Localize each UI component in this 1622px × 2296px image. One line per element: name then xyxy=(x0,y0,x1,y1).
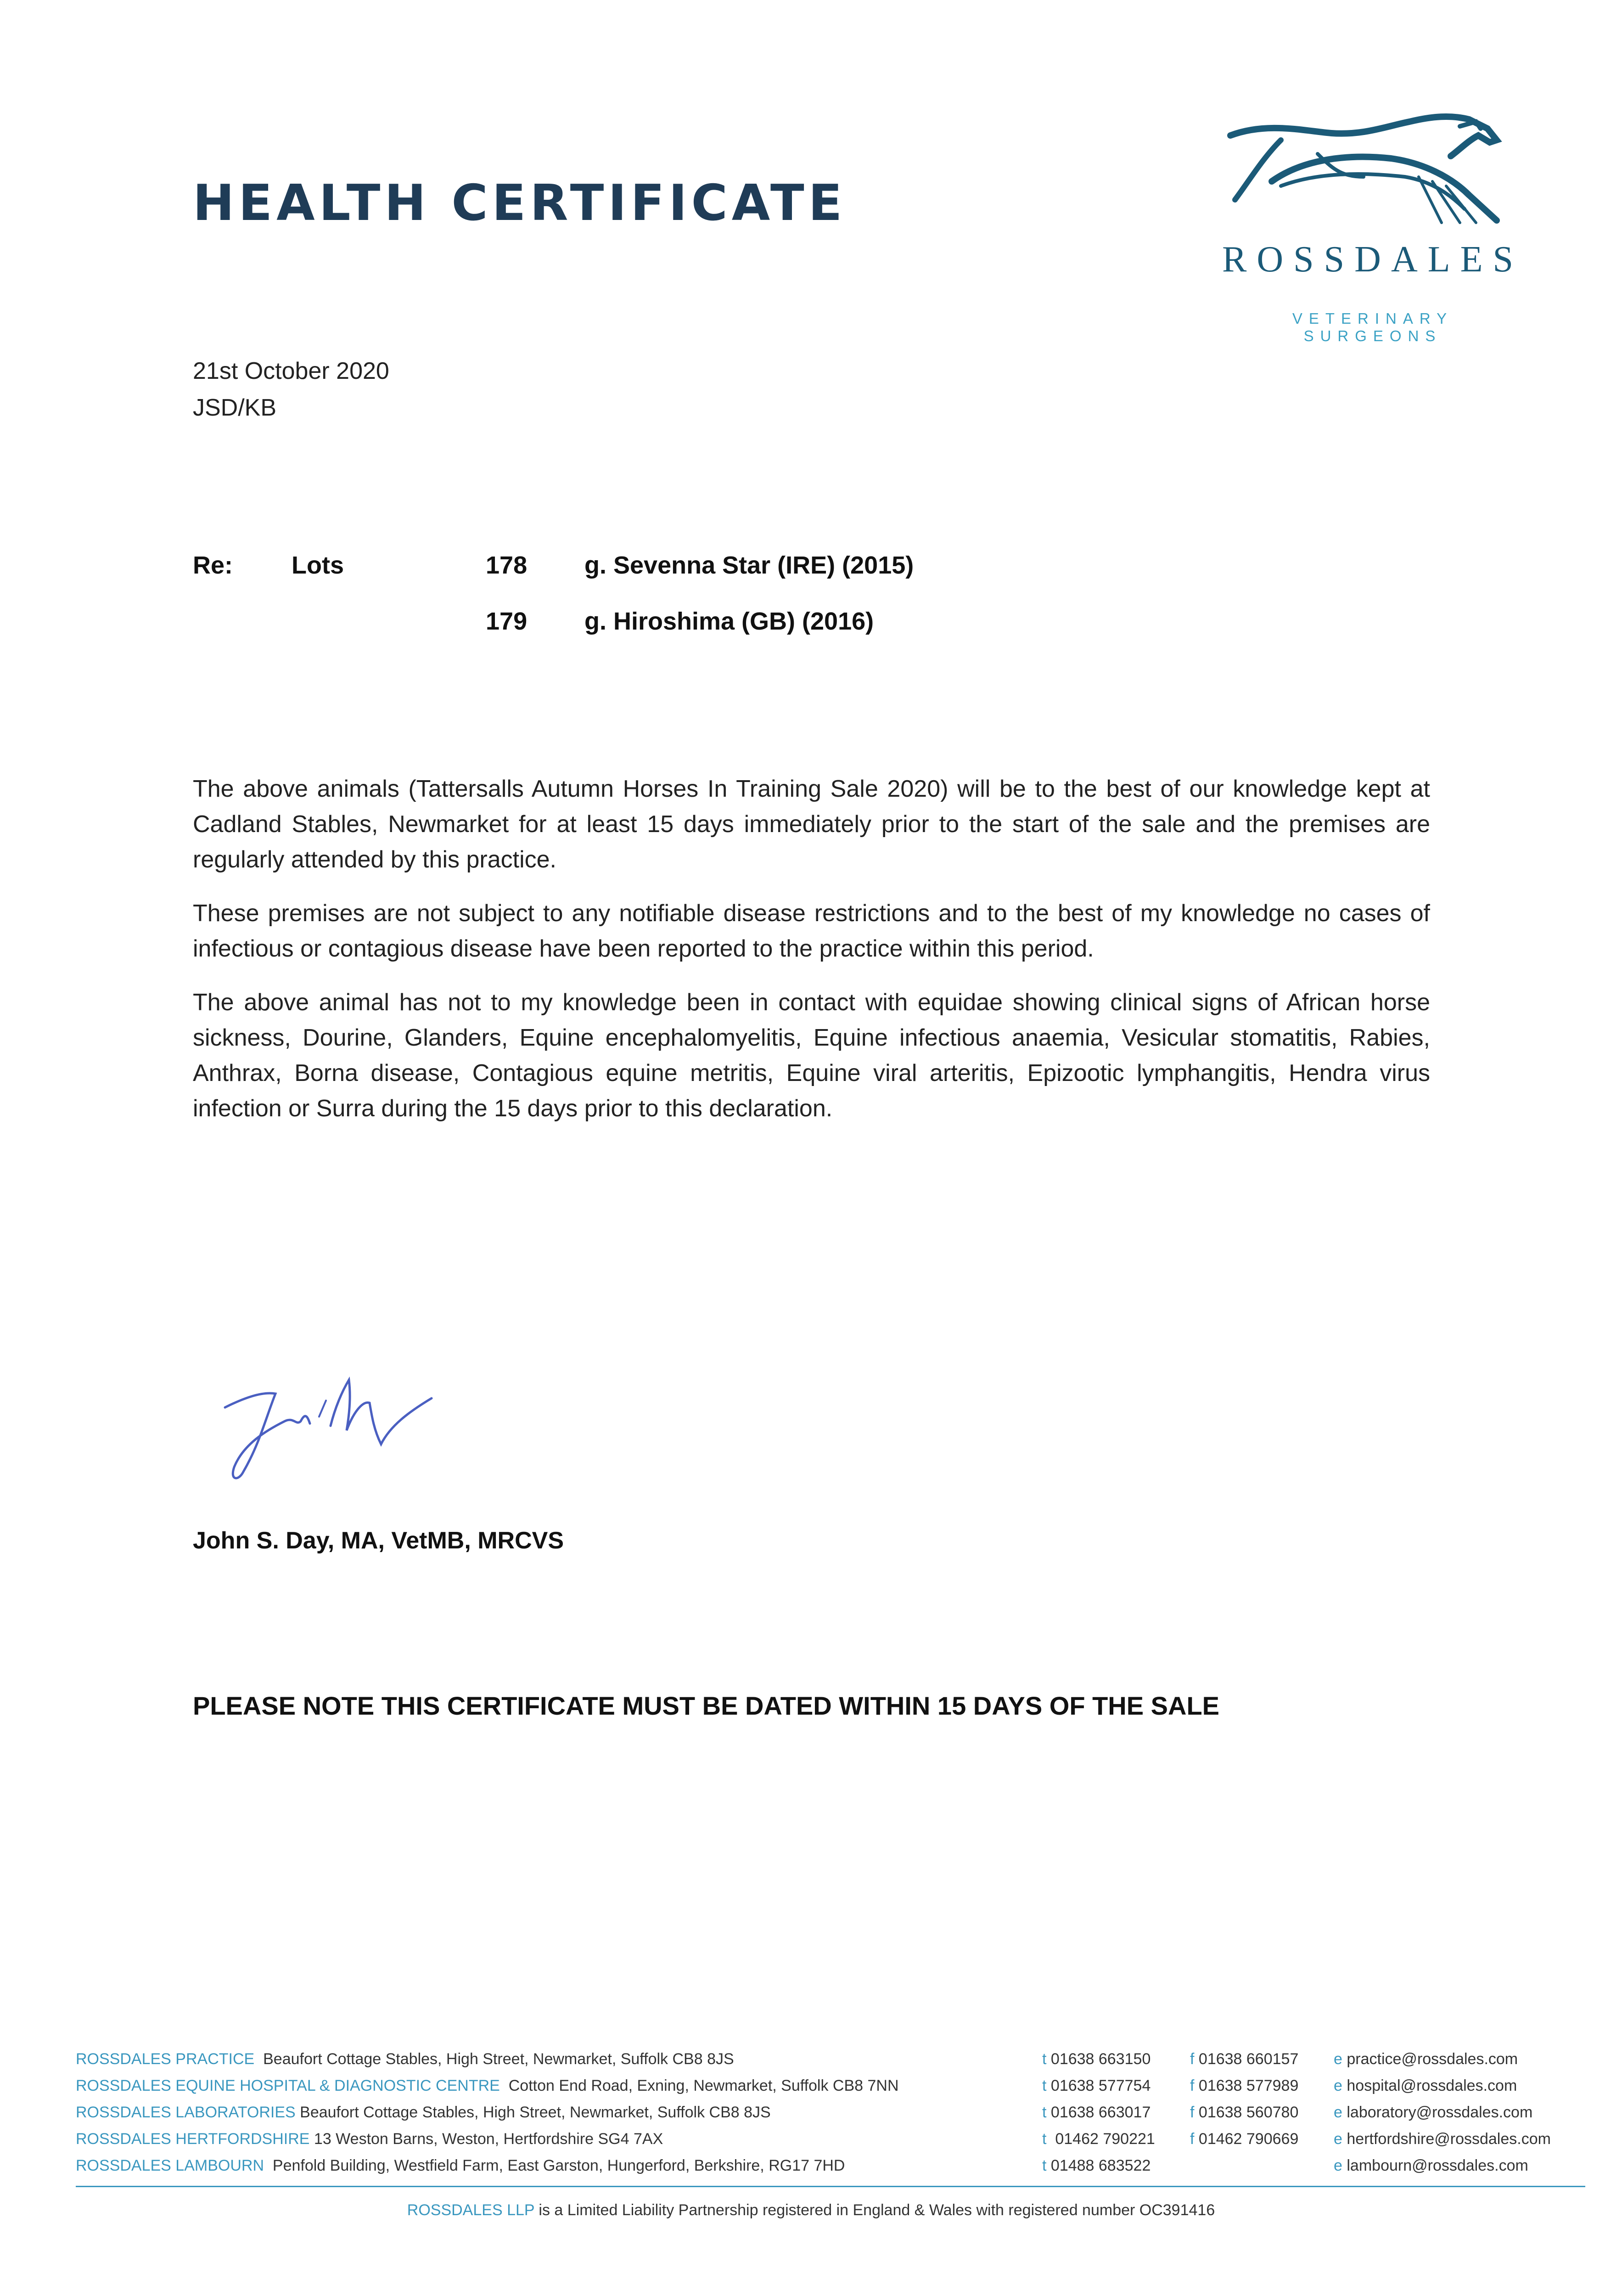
document-title: HEALTH CERTIFICATE xyxy=(193,174,847,232)
office-name: ROSSDALES EQUINE HOSPITAL & DIAGNOSTIC CENTRE xyxy=(76,2077,500,2094)
lot-horse: g. Hiroshima (GB) (2016) xyxy=(584,608,874,635)
office-telephone: t 01638 577754 xyxy=(1042,2077,1151,2094)
office-fax: f 01638 577989 xyxy=(1190,2077,1299,2094)
office-telephone: t 01638 663017 xyxy=(1042,2104,1151,2121)
signatory-name: John S. Day, MA, VetMB, MRCVS xyxy=(193,1527,564,1554)
office-telephone: t 01638 663150 xyxy=(1042,2050,1151,2068)
horse-logo-icon xyxy=(1212,108,1524,236)
office-telephone: t 01462 790221 xyxy=(1042,2130,1155,2148)
office-row xyxy=(76,2077,899,2095)
logo-name: ROSSDALES xyxy=(1222,239,1523,280)
office-fax: f 01638 660157 xyxy=(1190,2050,1299,2068)
office-address: Beaufort Cottage Stables, High Street, Newmarket, Suffolk CB8 8JS xyxy=(263,2050,734,2068)
logo-subtitle: VETERINARY SURGEONS xyxy=(1292,310,1454,344)
office-row xyxy=(76,2157,845,2175)
office-address: Penfold Building, Westfield Farm, East Garston, Hungerford, Berkshire, RG17 7HD xyxy=(272,2157,845,2174)
lots-label: Lots xyxy=(292,551,344,579)
office-address: Cotton End Road, Exning, Newmarket, Suffolk CB8 7NN xyxy=(508,2077,899,2094)
office-row xyxy=(76,2130,663,2148)
lot-horse: g. Sevenna Star (IRE) (2015) xyxy=(584,551,914,579)
office-fax: f 01462 790669 xyxy=(1190,2130,1299,2148)
footer-divider xyxy=(76,2186,1585,2187)
dating-notice: PLEASE NOTE THIS CERTIFICATE MUST BE DATED WITHIN 15 DAYS OF THE SALE xyxy=(193,1691,1220,1720)
rossdales-logo xyxy=(1212,108,1524,344)
body-paragraph: The above animal has not to my knowledge been in contact with equidae showing clinical signs of African horse sickness, Dourine, Glanders, Equine encephalomyelitis, Equine infectious anaemia, Vesicular stomatitis, Rabies, Anthrax, Borna disease, Contagious equine metritis, Equine viral arteritis, Epizootic lymphangitis, Hendra virus infection or Surra during the 15 days prior to this declaration. xyxy=(193,989,1430,1122)
body-paragraph: These premises are not subject to any notifiable disease restrictions and to the best of my knowledge no cases of infectious or contagious disease have been reported to the practice within this period. xyxy=(193,900,1430,962)
office-email[interactable]: e practice@rossdales.com xyxy=(1334,2050,1518,2068)
letter-meta xyxy=(193,353,389,426)
office-email[interactable]: e hertfordshire@rossdales.com xyxy=(1334,2130,1551,2148)
footer-legal xyxy=(0,2201,1622,2219)
legal-entity-name: ROSSDALES LLP xyxy=(407,2201,534,2219)
office-email[interactable]: e laboratory@rossdales.com xyxy=(1334,2104,1533,2121)
office-email[interactable]: e lambourn@rossdales.com xyxy=(1334,2157,1528,2174)
legal-text: is a Limited Liability Partnership registered in England & Wales with registered number OC391416 xyxy=(539,2201,1215,2219)
office-address: Beaufort Cottage Stables, High Street, Newmarket, Suffolk CB8 8JS xyxy=(300,2104,771,2121)
office-row xyxy=(76,2104,771,2122)
office-fax: f 01638 560780 xyxy=(1190,2104,1299,2121)
lot-number: 178 xyxy=(486,551,528,579)
office-name: ROSSDALES LAMBOURN xyxy=(76,2157,264,2174)
office-telephone: t 01488 683522 xyxy=(1042,2157,1151,2174)
body-paragraph: The above animals (Tattersalls Autumn Horses In Training Sale 2020) will be to the best of our knowledge kept at Cadland Stables, Newmarket for at least 15 days immediately prior to the start of the sale and the premises are regularly attended by this practice. xyxy=(193,776,1430,873)
office-name: ROSSDALES LABORATORIES xyxy=(76,2104,296,2121)
office-name: ROSSDALES PRACTICE xyxy=(76,2050,255,2068)
certificate-body xyxy=(193,771,1430,1145)
letter-reference: JSD/KB xyxy=(193,394,277,421)
re-label: Re: xyxy=(193,551,233,579)
office-email[interactable]: e hospital@rossdales.com xyxy=(1334,2077,1517,2094)
office-address: 13 Weston Barns, Weston, Hertfordshire SG4 7AX xyxy=(314,2130,663,2148)
letter-date: 21st October 2020 xyxy=(193,358,389,384)
office-row xyxy=(76,2050,734,2068)
office-name: ROSSDALES HERTFORDSHIRE xyxy=(76,2130,310,2148)
handwritten-signature xyxy=(216,1366,491,1490)
lot-number: 179 xyxy=(486,608,528,635)
